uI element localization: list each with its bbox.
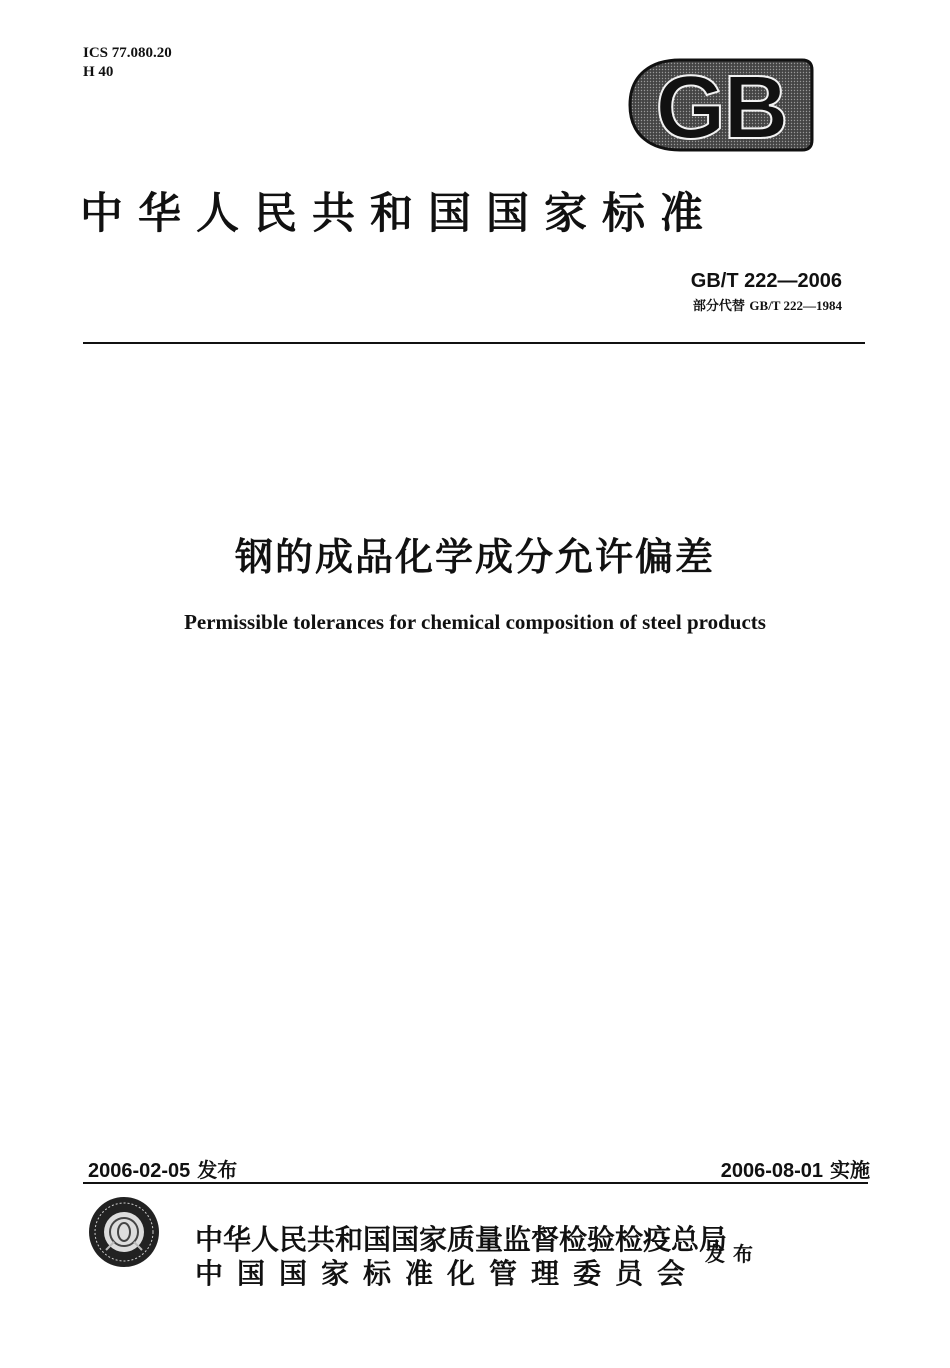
standard-number: GB/T 222—2006 [690,270,842,292]
replaces-label: 部分代替 [692,299,745,314]
issuer-org-sac: 中国国家标准化管理委员会 [195,1257,700,1290]
issue-date: 2006-02-05 [88,1160,191,1182]
replaces-value: GB/T 222—1984 [749,298,842,313]
implementation-date-line [721,1154,870,1183]
gb-logo [622,56,814,154]
gb-logo-text: GB [655,58,787,154]
national-standard-title: 中华人民共和国国家标准 [80,189,718,239]
header-divider [83,342,865,344]
ics-code: ICS 77.080.20 [83,45,172,61]
publish-label: 发布 [705,1242,761,1266]
document-title-en: Permissible tolerances for chemical composition of steel products [184,610,766,634]
footer-divider [83,1182,868,1184]
issue-label: 发布 [197,1158,238,1182]
issuer-org-aqsiq: 中华人民共和国国家质量监督检验检疫总局 [195,1223,728,1256]
implementation-date: 2006-08-01 [720,1160,824,1182]
ccs-code: H 40 [83,64,114,80]
classification-codes [83,44,172,82]
implementation-label: 实施 [830,1158,870,1182]
replaces-note [693,295,842,314]
official-seal-icon [86,1194,162,1270]
issue-date-line [88,1154,237,1183]
document-title-cn: 钢的成品化学成分允许偏差 [234,535,715,579]
